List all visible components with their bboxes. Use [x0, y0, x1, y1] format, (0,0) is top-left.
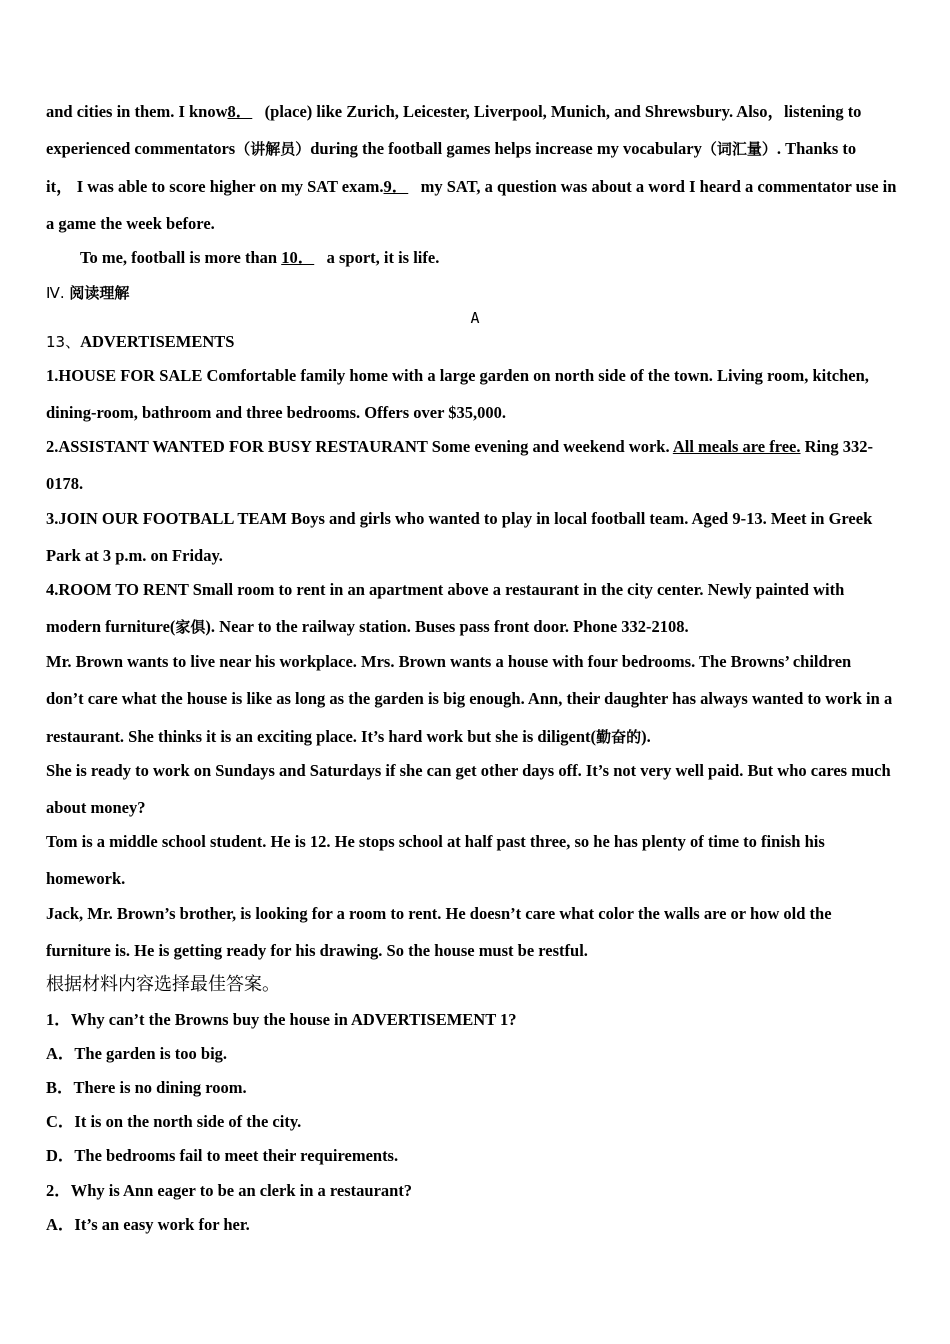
story-line-4: She is ready to work on Sundays and Saturdays if she can get other days off. It’s not very well paid. But who cares much	[46, 761, 891, 780]
ad-1-line-1: 1.HOUSE FOR SALE Comfortable family home with a large garden on north side of the town. Living room, kitchen,	[46, 366, 869, 385]
question-heading: 13、ADVERTISEMENTS	[46, 332, 235, 351]
blank-9: 9．	[383, 177, 409, 196]
ad-2-line-2: 0178.	[46, 474, 84, 493]
story-line-7: homework.	[46, 869, 126, 888]
story-line-1: Mr. Brown wants to live near his workplace. Mrs. Brown wants a house with four bedrooms. The Browns’ children	[46, 652, 852, 671]
q1-option-b: B．There is no dining room.	[46, 1078, 247, 1097]
passage-line-4: a game the week before.	[46, 214, 215, 233]
ad-3-line-2: Park at 3 p.m. on Friday.	[46, 546, 223, 565]
story-line-9: furniture is. He is getting ready for his drawing. So the house must be restful.	[46, 941, 588, 960]
blank-8: 8．	[227, 102, 253, 121]
passage-line-1: and cities in them. I know8． (place) like Zurich, Leicester, Liverpool, Munich, and Shrewsbury. Also，listening to	[46, 102, 862, 121]
blank-10: 10．	[281, 248, 315, 267]
ad-2-line-1: 2.ASSISTANT WANTED FOR BUSY RESTAURANT Some evening and weekend work. All meals are free. Ring 332-	[46, 437, 873, 456]
ad-1-line-2: dining-room, bathroom and three bedrooms. Offers over $35,000.	[46, 403, 507, 422]
passage-line-5: To me, football is more than 10． a sport, it is life.	[80, 248, 440, 267]
section-heading: Ⅳ. 阅读理解	[46, 284, 130, 302]
ad-3-line-1: 3.JOIN OUR FOOTBALL TEAM Boys and girls who wanted to play in local football team. Aged 9-13. Meet in Greek	[46, 509, 873, 528]
q1-option-c: C．It is on the north side of the city.	[46, 1112, 302, 1131]
instruction: 根据材料内容选择最佳答案。	[46, 974, 280, 995]
story-line-3: restaurant. She thinks it is an exciting place. It’s hard work but she is diligent(勤奋的).	[46, 727, 651, 746]
ad-4-line-2: modern furniture(家俱). Near to the railway station. Buses pass front door. Phone 332-2108.	[46, 617, 689, 636]
part-label: A	[470, 309, 480, 327]
story-line-6: Tom is a middle school student. He is 12. He stops school at half past three, so he has plenty of time to finish his	[46, 832, 825, 851]
ad-4-line-1: 4.ROOM TO RENT Small room to rent in an apartment above a restaurant in the city center. Newly painted with	[46, 580, 845, 599]
story-line-8: Jack, Mr. Brown’s brother, is looking for a room to rent. He doesn’t care what color the walls are or how old the	[46, 904, 832, 923]
q1-option-d: D．The bedrooms fail to meet their requirements.	[46, 1146, 399, 1165]
q1-option-a: A．The garden is too big.	[46, 1044, 228, 1063]
underlined-phrase: All meals are free.	[672, 437, 801, 456]
question-2: 2．Why is Ann eager to be an clerk in a restaurant?	[46, 1181, 413, 1200]
question-1: 1．Why can’t the Browns buy the house in ADVERTISEMENT 1?	[46, 1010, 517, 1029]
passage-line-3: it， I was able to score higher on my SAT exam.9． my SAT, a question was about a word I heard a commentator use in	[46, 177, 897, 196]
passage-line-2: experienced commentators（讲解员）during the football games helps increase my vocabulary（词汇量）. Thanks to	[46, 139, 857, 158]
story-line-2: don’t care what the house is like as long as the garden is big enough. Ann, their daughter has always wanted to work in a	[46, 689, 893, 708]
q2-option-a: A．It’s an easy work for her.	[46, 1215, 250, 1234]
story-line-5: about money?	[46, 798, 146, 817]
